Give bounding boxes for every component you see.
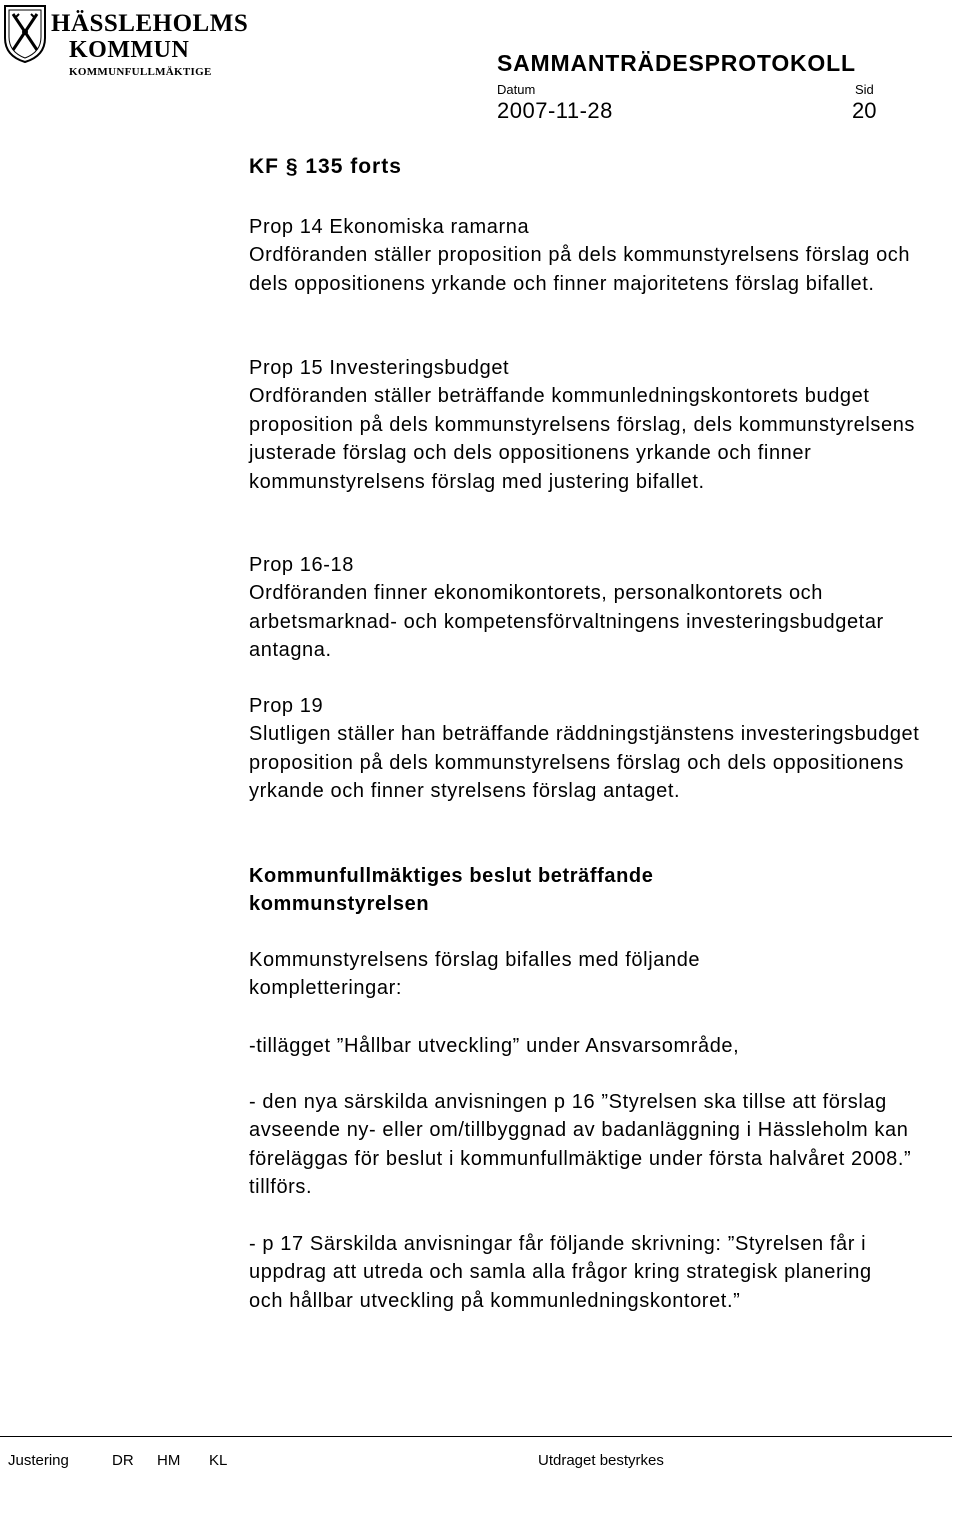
prop-16-18 <box>249 551 960 665</box>
sid-label: Sid <box>855 82 874 97</box>
justering-label: Justering <box>8 1452 69 1469</box>
prop-19 <box>249 692 960 806</box>
datum-label: Datum <box>497 82 536 97</box>
logo-line-2: KOMMUN <box>69 37 190 63</box>
decision-item-2: - den nya särskilda anvisningen p 16 ”Styrelsen ska tillse att förslag avseende ny- eller om/tillbyggnad av badanläggning i Hässleholm kan föreläggas för beslut i kommunfullmäktige under första halvåret 2008.” tillförs. <box>249 1091 912 1199</box>
initials-dr: DR <box>112 1452 134 1469</box>
page-number: 20 <box>852 98 877 123</box>
prop-14-title: Prop 14 Ekonomiska ramarna <box>249 216 530 238</box>
initials-hm: HM <box>157 1452 181 1469</box>
prop-15-title: Prop 15 Investeringsbudget <box>249 357 510 379</box>
utdraget-bestyrkes: Utdraget bestyrkes <box>538 1452 664 1469</box>
logo-line-1: HÄSSLEHOLMS <box>51 10 249 37</box>
prop-14-body: Ordföranden ställer proposition på dels kommunstyrelsens förslag och dels oppositionens yrkande och finner majoritetens förslag bifallet. <box>249 244 911 295</box>
footer-divider <box>0 1436 952 1437</box>
prop-15 <box>249 354 960 496</box>
decision-heading: Kommunfullmäktiges beslut beträffande kommunstyrelsen <box>249 865 654 916</box>
meeting-date: 2007-11-28 <box>497 98 613 123</box>
decision-intro: Kommunstyrelsens förslag bifalles med följande kompletteringar: <box>249 949 701 1000</box>
prop-19-title: Prop 19 <box>249 695 324 717</box>
prop-16-18-body: Ordföranden finner ekonomikontorets, personalkontorets och arbetsmarknad- och kompetensförvaltningens investeringsbudgetar antagna. <box>249 582 884 662</box>
coat-of-arms-icon <box>3 4 47 64</box>
logo-line-3: KOMMUNFULLMÄKTIGE <box>69 66 212 78</box>
prop-15-body: Ordföranden ställer beträffande kommunledningskontorets budget proposition på dels kommunstyrelsens förslag, dels kommunstyrelsens justerade förslag och dels oppositionens yrkande och finner kommunstyrelsens förslag med justering bifallet. <box>249 385 916 493</box>
initials-kl: KL <box>209 1452 228 1469</box>
prop-19-body: Slutligen ställer han beträffande räddningstjänstens investeringsbudget proposition på dels kommunstyrelsens förslag och dels oppositionens yrkande och finner styrelsens förslag antaget. <box>249 723 920 803</box>
decision-item-1: -tillägget ”Hållbar utveckling” under Ansvarsområde, <box>249 1035 740 1057</box>
prop-14 <box>249 213 949 298</box>
logo <box>3 4 249 78</box>
prop-16-18-title: Prop 16-18 <box>249 554 354 576</box>
section-heading: KF § 135 forts <box>249 155 402 178</box>
decision-item-3: - p 17 Särskilda anvisningar får följande skrivning: ”Styrelsen får i uppdrag att utreda och samla alla frågor kring strategisk planering och hållbar utveckling på kommunledningskontoret.” <box>249 1233 872 1312</box>
document-title: SAMMANTRÄDESPROTOKOLL <box>497 50 856 76</box>
